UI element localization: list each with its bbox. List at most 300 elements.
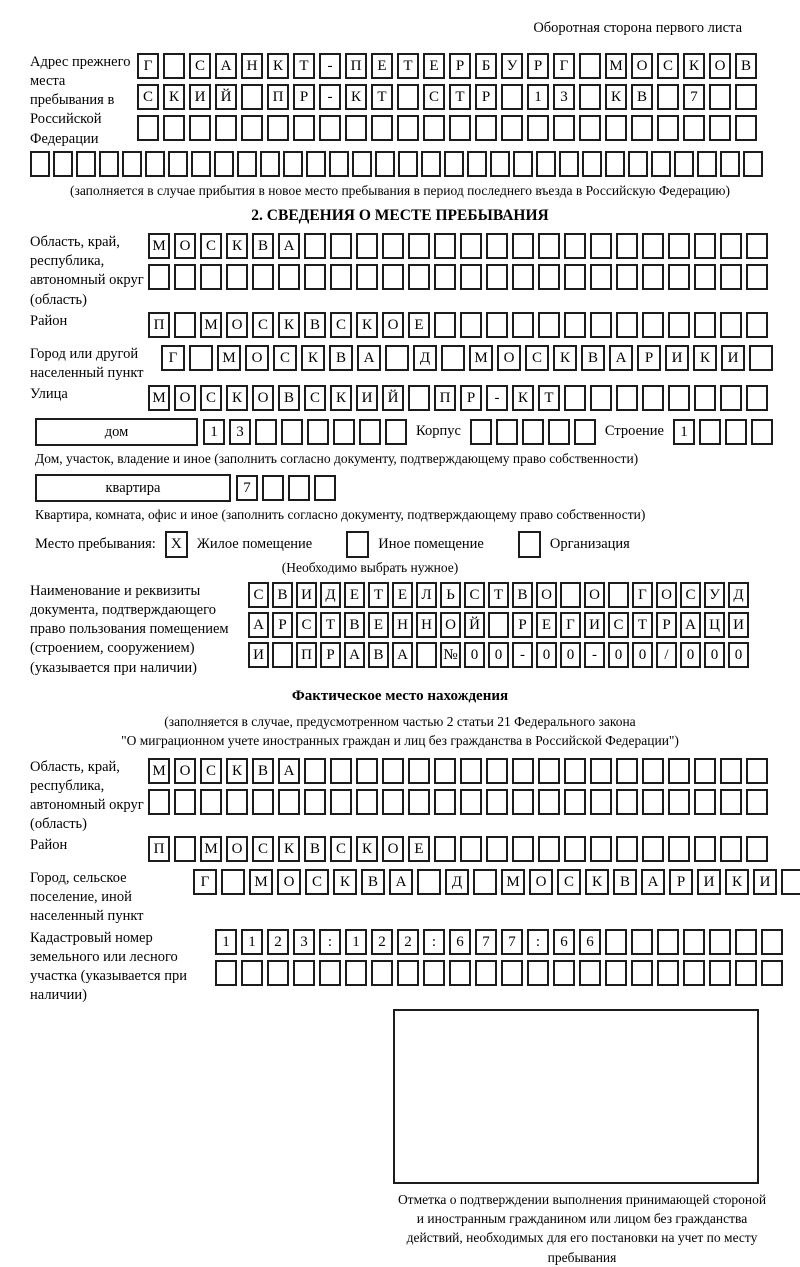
char-cell[interactable]: П — [148, 312, 170, 338]
char-cell[interactable]: С — [137, 84, 159, 110]
char-cell[interactable] — [725, 419, 747, 445]
char-cell[interactable]: 7 — [683, 84, 705, 110]
char-cell[interactable]: М — [148, 385, 170, 411]
char-cell[interactable] — [651, 151, 671, 177]
char-cell[interactable]: Т — [293, 53, 315, 79]
char-cell[interactable] — [720, 233, 742, 259]
char-cell[interactable] — [434, 264, 456, 290]
char-cell[interactable] — [267, 960, 289, 986]
char-cell[interactable] — [488, 612, 509, 638]
char-cell[interactable] — [345, 115, 367, 141]
char-cell[interactable] — [605, 151, 625, 177]
char-cell[interactable]: 1 — [673, 419, 695, 445]
char-cell[interactable] — [319, 960, 341, 986]
char-cell[interactable]: В — [304, 836, 326, 862]
char-cell[interactable] — [590, 233, 612, 259]
char-cell[interactable]: Н — [241, 53, 263, 79]
char-cell[interactable]: Т — [538, 385, 560, 411]
char-cell[interactable]: 2 — [371, 929, 393, 955]
char-cell[interactable] — [668, 264, 690, 290]
char-cell[interactable] — [382, 789, 404, 815]
char-cell[interactable] — [423, 960, 445, 986]
char-cell[interactable]: К — [333, 869, 357, 895]
char-cell[interactable] — [408, 789, 430, 815]
char-cell[interactable]: О — [631, 53, 653, 79]
char-cell[interactable]: К — [226, 758, 248, 784]
char-cell[interactable]: 3 — [553, 84, 575, 110]
char-cell[interactable] — [145, 151, 165, 177]
char-cell[interactable]: Р — [527, 53, 549, 79]
char-cell[interactable] — [605, 960, 627, 986]
char-cell[interactable] — [564, 758, 586, 784]
char-cell[interactable]: 3 — [229, 419, 251, 445]
char-cell[interactable]: Л — [416, 582, 437, 608]
char-cell[interactable]: В — [252, 758, 274, 784]
char-cell[interactable]: С — [296, 612, 317, 638]
char-cell[interactable]: М — [501, 869, 525, 895]
char-cell[interactable]: С — [423, 84, 445, 110]
char-cell[interactable] — [501, 84, 523, 110]
char-cell[interactable] — [616, 385, 638, 411]
char-cell[interactable]: 0 — [728, 642, 749, 668]
char-cell[interactable]: Е — [371, 53, 393, 79]
char-cell[interactable] — [642, 385, 664, 411]
char-cell[interactable]: К — [605, 84, 627, 110]
char-cell[interactable]: И — [721, 345, 745, 371]
char-cell[interactable] — [460, 758, 482, 784]
char-cell[interactable] — [434, 789, 456, 815]
char-cell[interactable]: О — [174, 233, 196, 259]
char-cell[interactable] — [356, 264, 378, 290]
char-cell[interactable]: Й — [215, 84, 237, 110]
char-cell[interactable]: А — [389, 869, 413, 895]
char-cell[interactable] — [99, 151, 119, 177]
char-cell[interactable] — [642, 758, 664, 784]
char-cell[interactable] — [460, 233, 482, 259]
char-cell[interactable] — [579, 115, 601, 141]
char-cell[interactable]: К — [585, 869, 609, 895]
char-cell[interactable]: / — [656, 642, 677, 668]
char-cell[interactable]: О — [497, 345, 521, 371]
char-cell[interactable] — [735, 115, 757, 141]
char-cell[interactable]: С — [273, 345, 297, 371]
char-cell[interactable] — [694, 758, 716, 784]
char-cell[interactable]: К — [267, 53, 289, 79]
char-cell[interactable]: С — [680, 582, 701, 608]
char-cell[interactable]: П — [148, 836, 170, 862]
char-cell[interactable] — [408, 233, 430, 259]
char-cell[interactable] — [330, 264, 352, 290]
char-cell[interactable] — [522, 419, 544, 445]
char-cell[interactable]: У — [501, 53, 523, 79]
char-cell[interactable] — [281, 419, 303, 445]
char-cell[interactable] — [512, 758, 534, 784]
char-cell[interactable]: Р — [449, 53, 471, 79]
char-cell[interactable] — [408, 264, 430, 290]
char-cell[interactable] — [538, 836, 560, 862]
char-cell[interactable] — [333, 419, 355, 445]
char-cell[interactable]: О — [252, 385, 274, 411]
char-cell[interactable]: М — [148, 758, 170, 784]
char-cell[interactable] — [746, 233, 768, 259]
char-cell[interactable] — [314, 475, 336, 501]
char-cell[interactable] — [683, 115, 705, 141]
char-cell[interactable] — [293, 115, 315, 141]
char-cell[interactable]: К — [163, 84, 185, 110]
char-cell[interactable]: К — [301, 345, 325, 371]
char-cell[interactable] — [345, 960, 367, 986]
char-cell[interactable] — [288, 475, 310, 501]
char-cell[interactable]: П — [434, 385, 456, 411]
char-cell[interactable]: М — [217, 345, 241, 371]
char-cell[interactable] — [304, 758, 326, 784]
char-cell[interactable] — [694, 385, 716, 411]
char-cell[interactable] — [174, 312, 196, 338]
char-cell[interactable]: О — [226, 836, 248, 862]
char-cell[interactable]: : — [527, 929, 549, 955]
char-cell[interactable]: 7 — [236, 475, 258, 501]
char-cell[interactable]: - — [319, 84, 341, 110]
char-cell[interactable]: О — [277, 869, 301, 895]
char-cell[interactable] — [215, 115, 237, 141]
char-cell[interactable]: С — [200, 233, 222, 259]
char-cell[interactable] — [359, 419, 381, 445]
char-cell[interactable]: Е — [536, 612, 557, 638]
char-cell[interactable]: Р — [272, 612, 293, 638]
char-cell[interactable] — [694, 789, 716, 815]
char-cell[interactable] — [527, 115, 549, 141]
char-cell[interactable]: - — [319, 53, 341, 79]
char-cell[interactable] — [538, 312, 560, 338]
char-cell[interactable] — [553, 115, 575, 141]
char-cell[interactable]: 6 — [579, 929, 601, 955]
char-cell[interactable]: В — [631, 84, 653, 110]
char-cell[interactable] — [720, 312, 742, 338]
char-cell[interactable]: Е — [392, 582, 413, 608]
char-cell[interactable]: С — [464, 582, 485, 608]
char-cell[interactable] — [548, 419, 570, 445]
char-cell[interactable]: А — [641, 869, 665, 895]
char-cell[interactable]: - — [584, 642, 605, 668]
char-cell[interactable] — [743, 151, 763, 177]
char-cell[interactable] — [434, 233, 456, 259]
char-cell[interactable] — [720, 151, 740, 177]
char-cell[interactable] — [657, 115, 679, 141]
char-cell[interactable]: С — [248, 582, 269, 608]
char-cell[interactable] — [398, 151, 418, 177]
char-cell[interactable] — [590, 264, 612, 290]
char-cell[interactable] — [746, 385, 768, 411]
char-cell[interactable]: Й — [464, 612, 485, 638]
char-cell[interactable]: П — [267, 84, 289, 110]
char-cell[interactable] — [304, 789, 326, 815]
char-cell[interactable]: М — [469, 345, 493, 371]
char-cell[interactable] — [486, 264, 508, 290]
char-cell[interactable]: 7 — [501, 929, 523, 955]
char-cell[interactable]: 0 — [704, 642, 725, 668]
char-cell[interactable] — [590, 312, 612, 338]
char-cell[interactable]: 2 — [397, 929, 419, 955]
char-cell[interactable] — [278, 264, 300, 290]
char-cell[interactable] — [371, 960, 393, 986]
house-box[interactable]: дом — [35, 418, 198, 446]
char-cell[interactable]: И — [584, 612, 605, 638]
char-cell[interactable]: № — [440, 642, 461, 668]
char-cell[interactable]: С — [330, 836, 352, 862]
char-cell[interactable] — [283, 151, 303, 177]
char-cell[interactable] — [168, 151, 188, 177]
char-cell[interactable]: Е — [408, 836, 430, 862]
char-cell[interactable] — [408, 758, 430, 784]
char-cell[interactable] — [512, 836, 534, 862]
char-cell[interactable] — [501, 115, 523, 141]
char-cell[interactable]: П — [345, 53, 367, 79]
char-cell[interactable]: К — [278, 312, 300, 338]
char-cell[interactable] — [628, 151, 648, 177]
char-cell[interactable] — [241, 115, 263, 141]
char-cell[interactable] — [189, 115, 211, 141]
char-cell[interactable] — [434, 758, 456, 784]
char-cell[interactable] — [382, 264, 404, 290]
char-cell[interactable]: Ь — [440, 582, 461, 608]
char-cell[interactable]: И — [356, 385, 378, 411]
char-cell[interactable] — [122, 151, 142, 177]
char-cell[interactable] — [460, 312, 482, 338]
char-cell[interactable] — [608, 582, 629, 608]
char-cell[interactable]: И — [665, 345, 689, 371]
char-cell[interactable]: К — [553, 345, 577, 371]
char-cell[interactable] — [735, 960, 757, 986]
char-cell[interactable] — [330, 233, 352, 259]
char-cell[interactable]: 1 — [527, 84, 549, 110]
char-cell[interactable] — [749, 345, 773, 371]
char-cell[interactable] — [553, 960, 575, 986]
char-cell[interactable]: 3 — [293, 929, 315, 955]
char-cell[interactable] — [397, 960, 419, 986]
char-cell[interactable]: М — [148, 233, 170, 259]
char-cell[interactable]: И — [728, 612, 749, 638]
char-cell[interactable] — [473, 869, 497, 895]
char-cell[interactable]: И — [189, 84, 211, 110]
char-cell[interactable] — [307, 419, 329, 445]
char-cell[interactable] — [746, 789, 768, 815]
char-cell[interactable]: Т — [397, 53, 419, 79]
char-cell[interactable]: С — [200, 385, 222, 411]
char-cell[interactable] — [579, 960, 601, 986]
char-cell[interactable]: Б — [475, 53, 497, 79]
char-cell[interactable] — [475, 960, 497, 986]
char-cell[interactable] — [382, 233, 404, 259]
char-cell[interactable] — [460, 264, 482, 290]
char-cell[interactable]: - — [486, 385, 508, 411]
char-cell[interactable] — [579, 53, 601, 79]
char-cell[interactable] — [460, 789, 482, 815]
char-cell[interactable] — [200, 789, 222, 815]
char-cell[interactable] — [538, 264, 560, 290]
char-cell[interactable]: В — [329, 345, 353, 371]
char-cell[interactable] — [174, 789, 196, 815]
stay-type-checkbox-organization[interactable] — [518, 531, 541, 558]
char-cell[interactable] — [751, 419, 773, 445]
char-cell[interactable] — [241, 960, 263, 986]
char-cell[interactable] — [496, 419, 518, 445]
char-cell[interactable] — [460, 836, 482, 862]
char-cell[interactable] — [781, 869, 800, 895]
char-cell[interactable]: М — [605, 53, 627, 79]
char-cell[interactable] — [174, 264, 196, 290]
char-cell[interactable] — [255, 419, 277, 445]
char-cell[interactable] — [278, 789, 300, 815]
char-cell[interactable] — [444, 151, 464, 177]
char-cell[interactable] — [720, 789, 742, 815]
char-cell[interactable] — [137, 115, 159, 141]
char-cell[interactable] — [538, 789, 560, 815]
char-cell[interactable]: О — [536, 582, 557, 608]
char-cell[interactable] — [470, 419, 492, 445]
char-cell[interactable]: Т — [488, 582, 509, 608]
char-cell[interactable]: 0 — [488, 642, 509, 668]
char-cell[interactable] — [148, 789, 170, 815]
char-cell[interactable] — [657, 84, 679, 110]
char-cell[interactable]: Р — [512, 612, 533, 638]
char-cell[interactable]: 7 — [475, 929, 497, 955]
char-cell[interactable]: Е — [344, 582, 365, 608]
char-cell[interactable]: В — [368, 642, 389, 668]
char-cell[interactable] — [490, 151, 510, 177]
char-cell[interactable] — [304, 233, 326, 259]
char-cell[interactable] — [434, 312, 456, 338]
char-cell[interactable] — [605, 929, 627, 955]
char-cell[interactable] — [631, 115, 653, 141]
char-cell[interactable] — [226, 789, 248, 815]
char-cell[interactable]: Р — [656, 612, 677, 638]
char-cell[interactable] — [513, 151, 533, 177]
char-cell[interactable] — [148, 264, 170, 290]
char-cell[interactable] — [215, 960, 237, 986]
char-cell[interactable]: Т — [632, 612, 653, 638]
char-cell[interactable] — [590, 385, 612, 411]
char-cell[interactable] — [306, 151, 326, 177]
char-cell[interactable]: В — [252, 233, 274, 259]
char-cell[interactable] — [226, 264, 248, 290]
char-cell[interactable]: О — [709, 53, 731, 79]
char-cell[interactable]: М — [249, 869, 273, 895]
char-cell[interactable]: В — [344, 612, 365, 638]
char-cell[interactable]: Т — [371, 84, 393, 110]
char-cell[interactable]: - — [512, 642, 533, 668]
char-cell[interactable] — [590, 789, 612, 815]
char-cell[interactable] — [527, 960, 549, 986]
char-cell[interactable]: К — [683, 53, 705, 79]
char-cell[interactable] — [408, 385, 430, 411]
char-cell[interactable]: С — [557, 869, 581, 895]
char-cell[interactable] — [720, 385, 742, 411]
char-cell[interactable] — [590, 836, 612, 862]
char-cell[interactable] — [560, 582, 581, 608]
char-cell[interactable] — [746, 836, 768, 862]
char-cell[interactable] — [746, 758, 768, 784]
char-cell[interactable] — [582, 151, 602, 177]
char-cell[interactable]: О — [226, 312, 248, 338]
char-cell[interactable] — [397, 115, 419, 141]
char-cell[interactable] — [486, 836, 508, 862]
char-cell[interactable] — [735, 929, 757, 955]
char-cell[interactable] — [467, 151, 487, 177]
char-cell[interactable] — [449, 115, 471, 141]
char-cell[interactable]: А — [248, 612, 269, 638]
char-cell[interactable] — [668, 312, 690, 338]
char-cell[interactable]: 0 — [632, 642, 653, 668]
char-cell[interactable]: 0 — [464, 642, 485, 668]
char-cell[interactable] — [668, 758, 690, 784]
char-cell[interactable] — [564, 312, 586, 338]
char-cell[interactable] — [694, 233, 716, 259]
char-cell[interactable]: К — [725, 869, 749, 895]
char-cell[interactable]: М — [200, 836, 222, 862]
char-cell[interactable] — [559, 151, 579, 177]
char-cell[interactable] — [260, 151, 280, 177]
char-cell[interactable] — [674, 151, 694, 177]
char-cell[interactable] — [616, 758, 638, 784]
char-cell[interactable]: А — [392, 642, 413, 668]
char-cell[interactable] — [668, 385, 690, 411]
char-cell[interactable]: 2 — [267, 929, 289, 955]
char-cell[interactable] — [304, 264, 326, 290]
char-cell[interactable]: А — [680, 612, 701, 638]
char-cell[interactable]: К — [693, 345, 717, 371]
char-cell[interactable] — [697, 151, 717, 177]
char-cell[interactable]: : — [423, 929, 445, 955]
char-cell[interactable] — [564, 385, 586, 411]
char-cell[interactable] — [761, 929, 783, 955]
char-cell[interactable]: Д — [320, 582, 341, 608]
char-cell[interactable]: К — [226, 233, 248, 259]
char-cell[interactable]: Г — [632, 582, 653, 608]
char-cell[interactable]: Д — [728, 582, 749, 608]
char-cell[interactable] — [214, 151, 234, 177]
char-cell[interactable]: О — [174, 758, 196, 784]
char-cell[interactable] — [352, 151, 372, 177]
char-cell[interactable]: А — [278, 758, 300, 784]
char-cell[interactable]: М — [200, 312, 222, 338]
char-cell[interactable]: А — [344, 642, 365, 668]
char-cell[interactable] — [631, 960, 653, 986]
char-cell[interactable] — [293, 960, 315, 986]
char-cell[interactable] — [564, 836, 586, 862]
char-cell[interactable]: Т — [368, 582, 389, 608]
char-cell[interactable] — [699, 419, 721, 445]
char-cell[interactable] — [163, 53, 185, 79]
char-cell[interactable]: В — [278, 385, 300, 411]
char-cell[interactable] — [441, 345, 465, 371]
char-cell[interactable]: Т — [449, 84, 471, 110]
char-cell[interactable] — [683, 929, 705, 955]
char-cell[interactable]: Д — [445, 869, 469, 895]
char-cell[interactable] — [536, 151, 556, 177]
char-cell[interactable] — [356, 789, 378, 815]
stay-type-checkbox-other[interactable] — [346, 531, 369, 558]
char-cell[interactable]: С — [330, 312, 352, 338]
char-cell[interactable] — [668, 789, 690, 815]
char-cell[interactable] — [76, 151, 96, 177]
char-cell[interactable] — [423, 115, 445, 141]
char-cell[interactable]: 1 — [215, 929, 237, 955]
char-cell[interactable]: И — [248, 642, 269, 668]
char-cell[interactable] — [174, 836, 196, 862]
char-cell[interactable]: Й — [382, 385, 404, 411]
char-cell[interactable] — [616, 836, 638, 862]
char-cell[interactable] — [252, 789, 274, 815]
